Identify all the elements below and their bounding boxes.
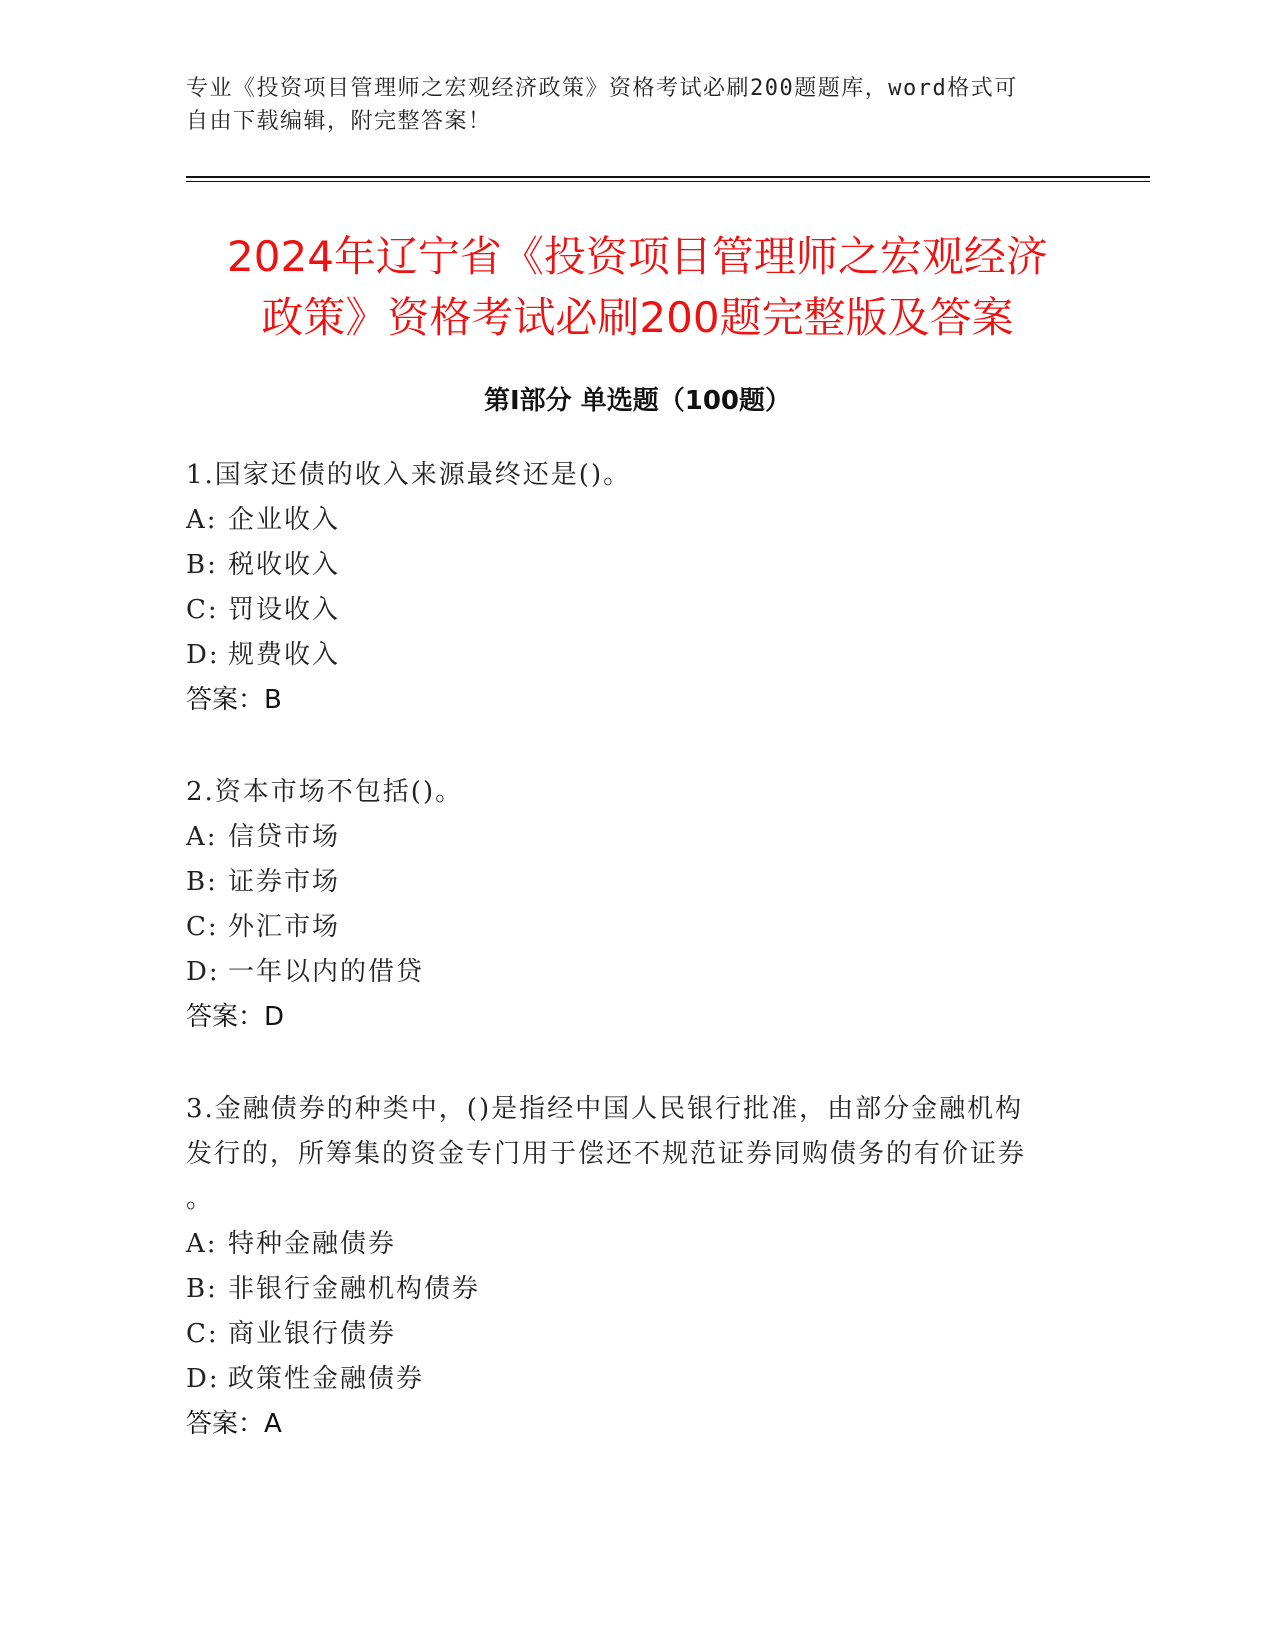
question-text: 1.国家还债的收入来源最终还是()。 xyxy=(186,460,632,490)
answer-label: 答案： xyxy=(186,1409,265,1439)
header-rule-thin xyxy=(186,181,1150,182)
answer-value: B xyxy=(264,685,282,715)
option-c xyxy=(186,1312,1066,1357)
option-text: 税收收入 xyxy=(228,550,341,580)
option-b xyxy=(186,543,1066,588)
answer-label: 答案： xyxy=(186,1002,265,1032)
question-text-line-1: 3.金融债券的种类中，()是指经中国人民银行批准，由部分金融机构 xyxy=(186,1094,1024,1124)
option-a xyxy=(186,1222,1066,1267)
header-note-line-1: 专业《投资项目管理师之宏观经济政策》资格考试必刷200题题库，word格式可 xyxy=(186,76,1018,101)
option-text: 企业收入 xyxy=(228,505,341,535)
option-text: 政策性金融债券 xyxy=(228,1364,425,1394)
option-letter: B: xyxy=(186,1274,218,1304)
answer-value: D xyxy=(264,1002,285,1032)
option-text: 非银行金融机构债券 xyxy=(228,1274,481,1304)
header-note-line-2: 自由下载编辑，附完整答案！ xyxy=(186,109,492,134)
option-c xyxy=(186,905,1066,950)
answer-label: 答案： xyxy=(186,685,265,715)
answer-line xyxy=(186,1402,1066,1447)
question-1 xyxy=(186,453,1066,723)
option-letter: C: xyxy=(186,1319,219,1349)
option-text: 一年以内的借贷 xyxy=(228,957,425,987)
option-letter: B: xyxy=(186,867,218,897)
option-letter: A: xyxy=(186,822,218,852)
option-b xyxy=(186,860,1066,905)
option-text: 证券市场 xyxy=(228,867,341,897)
option-c xyxy=(186,588,1066,633)
answer-value: A xyxy=(264,1409,282,1439)
header-rule-thick xyxy=(186,176,1150,178)
header-note xyxy=(186,72,1086,138)
option-letter: D: xyxy=(186,957,220,987)
option-b xyxy=(186,1267,1066,1312)
option-d xyxy=(186,950,1066,995)
answer-line xyxy=(186,995,1066,1040)
question-2 xyxy=(186,770,1066,1040)
question-text: 2.资本市场不包括()。 xyxy=(186,777,464,807)
option-letter: A: xyxy=(186,1229,218,1259)
option-letter: B: xyxy=(186,550,218,580)
question-text-line-2: 发行的，所筹集的资金专门用于偿还不规范证券同购债务的有价证券 xyxy=(186,1139,1027,1169)
option-text: 罚设收入 xyxy=(228,595,341,625)
document-title-line-1: 2024年辽宁省《投资项目管理师之宏观经济 xyxy=(227,232,1048,281)
option-letter: A: xyxy=(186,505,218,535)
option-letter: D: xyxy=(186,640,220,670)
option-d xyxy=(186,1357,1066,1402)
option-d xyxy=(186,633,1066,678)
answer-line xyxy=(186,678,1066,723)
option-a xyxy=(186,815,1066,860)
document-title-line-2: 政策》资格考试必刷200题完整版及答案 xyxy=(261,293,1014,342)
option-text: 商业银行债券 xyxy=(228,1319,397,1349)
option-letter: C: xyxy=(186,912,219,942)
option-text: 信贷市场 xyxy=(228,822,341,852)
section-heading: 第I部分 单选题（100题） xyxy=(484,386,791,416)
document-title xyxy=(150,226,1125,348)
option-letter: D: xyxy=(186,1364,220,1394)
option-text: 特种金融债券 xyxy=(228,1229,397,1259)
option-letter: C: xyxy=(186,595,219,625)
option-text: 外汇市场 xyxy=(228,912,341,942)
option-text: 规费收入 xyxy=(228,640,341,670)
option-a xyxy=(186,498,1066,543)
question-3 xyxy=(186,1087,1066,1447)
question-text-line-3: 。 xyxy=(186,1184,215,1214)
